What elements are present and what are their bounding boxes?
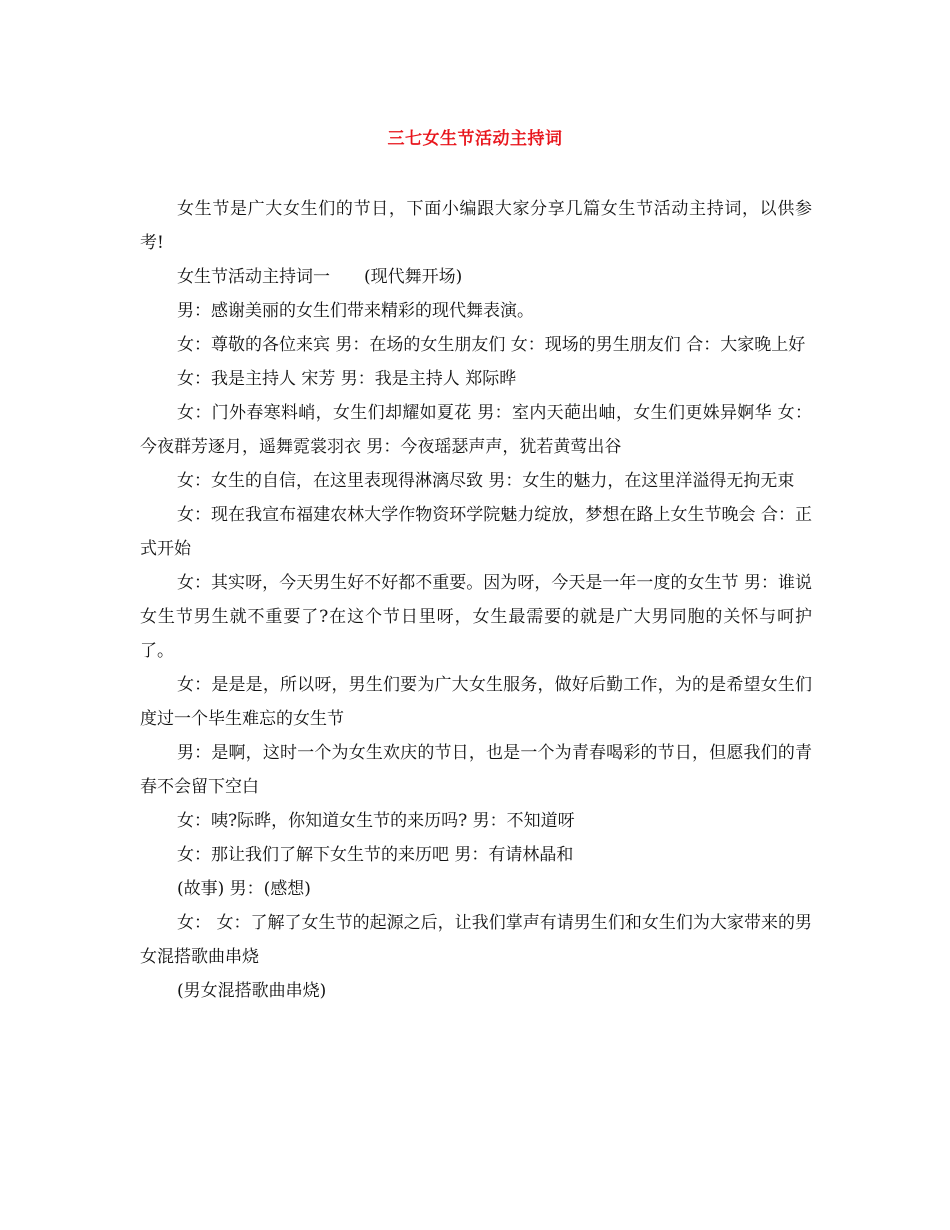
paragraph-section-heading: 女生节活动主持词一 (现代舞开场)	[177, 267, 463, 287]
paragraph-dialogue: 女：门外春寒料峭，女生们却耀如夏花 男：室内天葩出岫，女生们更姝异婀华 女：今夜群芳逐月，遥舞霓裳羽衣 男：今夜瑶瑟声声，犹若黄莺出谷	[140, 403, 812, 457]
paragraph-dialogue: 女：咦?际晔，你知道女生节的来历吗? 男：不知道呀	[177, 811, 575, 831]
paragraph-dialogue: 男：感谢美丽的女生们带来精彩的现代舞表演。	[177, 301, 534, 321]
document-title: 三七女生节活动主持词	[387, 129, 563, 149]
paragraph-dialogue: 女：尊敬的各位来宾 男：在场的女生朋友们 女：现场的男生朋友们 合：大家晚上好	[177, 335, 806, 355]
paragraph-dialogue: 女：现在我宣布福建农林大学作物资环学院魅力绽放，梦想在路上女生节晚会 合：正式开始	[140, 505, 812, 559]
paragraph-dialogue: 男：是啊，这时一个为女生欢庆的节日，也是一个为青春喝彩的节日，但愿我们的青春不会留下空白	[140, 743, 812, 797]
paragraph-dialogue: (故事) 男：(感想)	[177, 879, 311, 899]
paragraph-dialogue: 女：是是是，所以呀，男生们要为广大女生服务，做好后勤工作，为的是希望女生们度过一个毕生难忘的女生节	[140, 675, 812, 729]
document-body	[140, 192, 812, 1008]
paragraph-stage-direction: (男女混搭歌曲串烧)	[177, 981, 327, 1001]
paragraph-dialogue: 女：我是主持人 宋芳 男：我是主持人 郑际晔	[177, 369, 517, 389]
paragraph-intro: 女生节是广大女生们的节日，下面小编跟大家分享几篇女生节活动主持词，以供参考!	[140, 199, 812, 253]
paragraph-dialogue: 女： 女：了解了女生节的起源之后，让我们掌声有请男生们和女生们为大家带来的男女混搭歌曲串烧	[140, 913, 812, 967]
paragraph-dialogue: 女：女生的自信，在这里表现得淋漓尽致 男：女生的魅力，在这里洋溢得无拘无束	[177, 471, 795, 491]
paragraph-dialogue: 女：其实呀，今天男生好不好都不重要。因为呀，今天是一年一度的女生节 男：谁说女生节男生就不重要了?在这个节日里呀，女生最需要的就是广大男同胞的关怀与呵护了。	[140, 573, 812, 661]
paragraph-dialogue: 女：那让我们了解下女生节的来历吧 男：有请林晶和	[177, 845, 574, 865]
